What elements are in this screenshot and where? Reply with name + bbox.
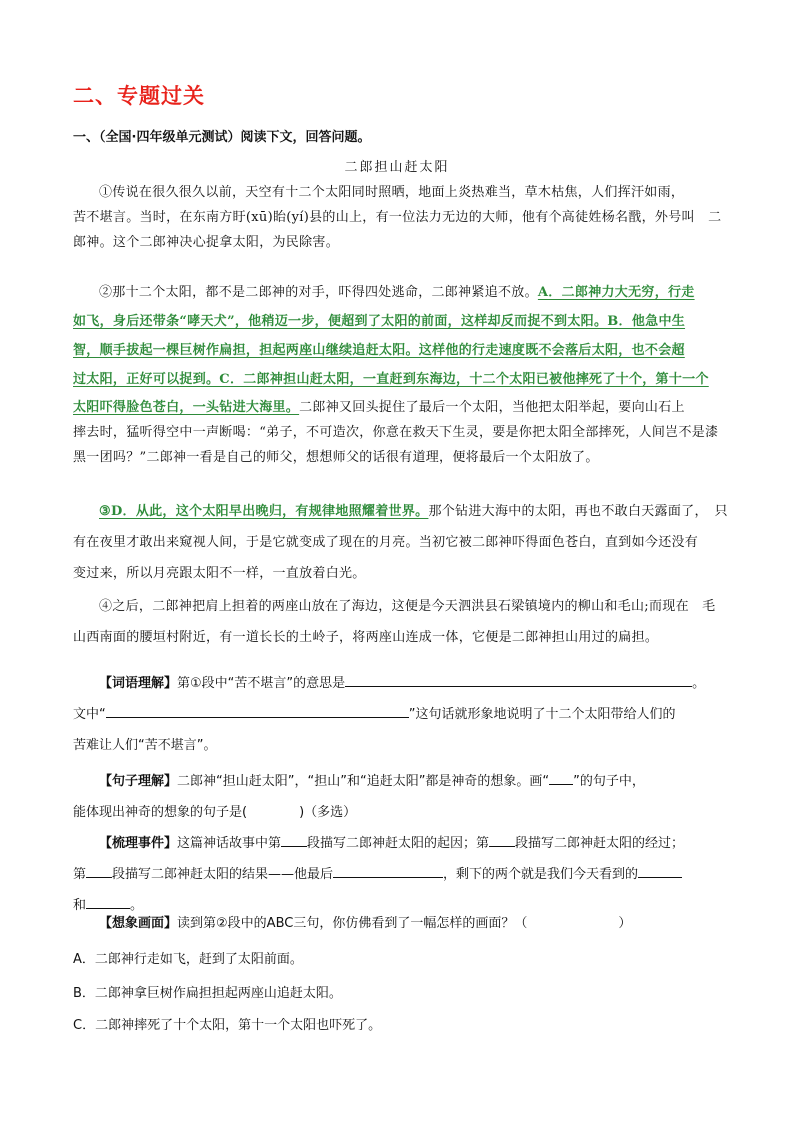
answer-blank[interactable]: [281, 831, 307, 847]
paragraph-line: [73, 499, 728, 524]
highlight-sentence-a: 如飞，身后还带条“哮天犬”，他稍迈一步，便超到了太阳的前面，这样却反而捉不到太阳。B．他急中生: [73, 314, 686, 329]
task-line: 第 段描写二郎神赶太阳的结果——他最后 ，剩下的两个就是我们今天看到的: [73, 859, 728, 890]
answer-blank: [549, 769, 573, 785]
paragraph-2: [73, 280, 728, 470]
paragraph-line: [73, 280, 728, 305]
task-tag: 【句子理解】: [99, 774, 178, 789]
task-line: 【想象画面】读到第②段中的ABC三句，你仿佛看到了一幅怎样的画面？（ ）: [99, 916, 632, 931]
paragraph-line: [73, 392, 728, 420]
task-word-understanding: [73, 668, 728, 761]
highlight-sentence-b: 智，顺手拔起一棵巨树作扁担，担起两座山继续追赶太阳。这样他的行走速度既不会落后太阳，也不会超: [73, 343, 685, 358]
answer-blank[interactable]: [86, 862, 112, 878]
paragraph-line: [73, 334, 728, 363]
paragraph-line: 郎神。这个二郎神决心捉拿太阳，为民除害。: [73, 235, 340, 250]
plain-text: ②那十二个太阳，都不是二郎神的对手，吓得四处逃命，二郎神紧追不放。: [99, 285, 538, 300]
task-line: 苦难让人们“苦不堪言”。: [73, 738, 217, 753]
option-a[interactable]: A．二郎神行走如飞，赶到了太阳前面。: [73, 952, 303, 967]
paragraph-line: [73, 363, 728, 392]
answer-blank[interactable]: [106, 702, 409, 718]
option-b[interactable]: B．二郎神拿巨树作扁担担起两座山追赶太阳。: [73, 986, 342, 1001]
paragraph-4: [73, 594, 728, 650]
task-line: 【句子理解】二郎神“担山赶太阳”，“担山”和“追赶太阳”都是神奇的想象。画“ ”的句子中，: [73, 766, 728, 797]
task-line[interactable]: 能体现出神奇的想象的句子是( )（多选）: [73, 805, 357, 820]
highlight-sentence-a: A．二郎神力大无穷，行走: [537, 285, 695, 300]
paragraph-line: 摔去时，猛听得空中一声断喝：“弟子，不可造次，你意在救天下生灵，要是你把太阳全部摔死，人间岂不是漆: [73, 425, 719, 440]
paragraph-line: 有在夜里才敢出来窥视人间，于是它就变成了现在的月亮。当初它被二郎神吓得面色苍白，直到如今还没有: [73, 535, 699, 550]
paragraph-1: [73, 180, 728, 255]
paragraph-3: [73, 499, 728, 586]
task-tag: 【词语理解】: [99, 676, 178, 691]
highlight-sentence-c: 过太阳，正好可以捉到。C．二郎神担山赶太阳，一直赶到东海边，十二个太阳已被他摔死了十个，第十一个: [73, 372, 709, 387]
paragraph-line: 山西南面的腰垣村附近，有一道长长的土岭子，将两座山连成一体，它便是二郎神担山用过的扁担。: [73, 630, 659, 645]
highlight-sentence-c: 太阳吓得脸色苍白，一头钻进大海里。: [73, 400, 300, 415]
paragraph-line: 苦不堪言。当时，在东南方盱(xū)眙(yí)县的山上，有一位法力无边的大师，他有个高徒姓杨名戬，外号叫 二: [73, 210, 722, 225]
answer-blank[interactable]: [345, 671, 692, 687]
highlight-sentence-d: ③D．从此，这个太阳早出晚归，有规律地照耀着世界。: [99, 504, 429, 519]
answer-blank[interactable]: [86, 893, 130, 909]
answer-blank[interactable]: [489, 831, 515, 847]
task-imagine-scene: [73, 908, 728, 939]
article-title: 二郎担山赶太阳: [344, 160, 450, 175]
paragraph-line: ④之后，二郎神把肩上担着的两座山放在了海边，这便是今天泗洪县石梁镇境内的柳山和毛山;而现在 毛: [99, 599, 716, 614]
answer-blank[interactable]: [638, 862, 682, 878]
section-title: 二、专题过关: [73, 84, 205, 108]
task-tag: 【想象画面】: [99, 916, 178, 931]
task-sentence-understanding: [73, 766, 728, 828]
paragraph-line: 黑一团吗？”二郎神一看是自己的师父，想想师父的话很有道理，便将最后一个太阳放了。: [73, 450, 599, 465]
question-intro: 一、（全国·四年级单元测试）阅读下文，回答问题。: [73, 130, 371, 145]
plain-text: 二郎神又回头捉住了最后一个太阳，当他把太阳举起，要向山石上: [299, 400, 685, 415]
task-line: 【梳理事件】这篇神话故事中第 段描写二郎神赶太阳的起因；第 段描写二郎神赶太阳的经过；: [73, 828, 728, 859]
task-line: 文中“ ”这句话就形象地说明了十二个太阳带给人们的: [73, 699, 728, 730]
task-line: 和 。: [73, 890, 728, 921]
option-c[interactable]: C．二郎神摔死了十个太阳，第十一个太阳也吓死了。: [73, 1018, 382, 1033]
paragraph-line: 变过来，所以月亮跟太阳不一样，一直放着白光。: [73, 566, 366, 581]
answer-blank[interactable]: [333, 862, 443, 878]
plain-text: 那个钻进大海中的太阳，再也不敢白天露面了， 只: [428, 504, 728, 519]
task-line: 【词语理解】第①段中“苦不堪言”的意思是 。: [73, 668, 728, 699]
paragraph-line: [73, 305, 728, 334]
paragraph-line: ①传说在很久很久以前，天空有十二个太阳同时照晒，地面上炎热难当，草木枯焦，人们挥汗如雨，: [99, 185, 685, 200]
task-tag: 【梳理事件】: [99, 836, 178, 851]
